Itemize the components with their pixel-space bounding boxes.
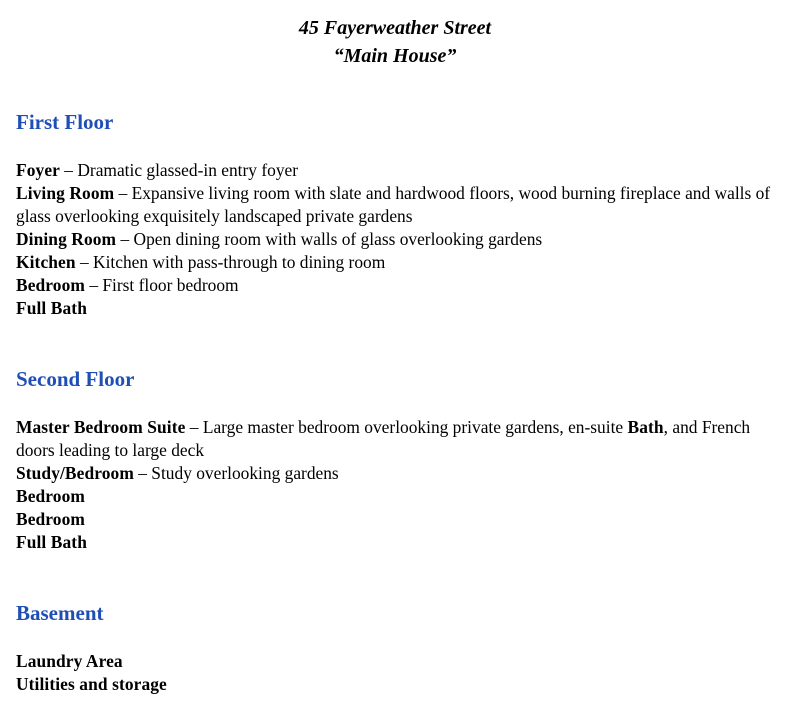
section-heading: Basement — [16, 601, 104, 625]
room-feature-bath: Bath — [627, 417, 664, 437]
section-first-floor — [16, 110, 786, 320]
room-entry — [16, 462, 786, 485]
document-title — [0, 14, 790, 70]
room-entry — [16, 182, 786, 228]
room-name: Bedroom — [16, 486, 85, 506]
section-heading: Second Floor — [16, 367, 135, 391]
room-name: Bedroom — [16, 275, 85, 295]
room-description: – Study overlooking gardens — [133, 463, 339, 483]
room-entry — [16, 508, 786, 531]
room-name: Bedroom — [16, 509, 85, 529]
title-subtitle: “Main House” — [333, 45, 457, 67]
room-entry — [16, 274, 786, 297]
room-name: Utilities and storage — [16, 674, 167, 694]
room-name: Foyer — [16, 160, 60, 180]
room-entry — [16, 228, 786, 251]
room-name: Laundry Area — [16, 651, 123, 671]
room-name: Dining Room — [16, 229, 117, 249]
room-name: Study/Bedroom — [16, 463, 134, 483]
room-entry — [16, 485, 786, 508]
room-description: – Expansive living room with slate and hardwood floors, wood burning fireplace and walls of glass overlooking exquisitely landscaped private gardens — [16, 183, 771, 226]
room-name: Full Bath — [16, 298, 87, 318]
room-description: – Large master bedroom overlooking private gardens, en-suite — [185, 417, 628, 437]
room-entry — [16, 159, 786, 182]
room-entry — [16, 650, 786, 673]
room-entry — [16, 416, 786, 462]
room-entry — [16, 251, 786, 274]
room-entry — [16, 297, 786, 320]
room-entry — [16, 673, 786, 696]
room-description: – Open dining room with walls of glass overlooking gardens — [116, 229, 543, 249]
section-second-floor — [16, 367, 786, 554]
section-heading: First Floor — [16, 110, 114, 134]
room-description: – First floor bedroom — [84, 275, 239, 295]
room-name: Living Room — [16, 183, 115, 203]
room-description-tail: , and French doors leading to large deck — [16, 417, 751, 460]
document-page — [16, 14, 786, 696]
title-address: 45 Fayerweather Street — [298, 17, 492, 39]
room-name: Full Bath — [16, 532, 87, 552]
room-description: – Kitchen with pass-through to dining room — [75, 252, 386, 272]
room-name: Master Bedroom Suite — [16, 417, 186, 437]
room-entry — [16, 531, 786, 554]
room-name: Kitchen — [16, 252, 76, 272]
section-basement — [16, 601, 786, 696]
room-description: – Dramatic glassed-in entry foyer — [59, 160, 299, 180]
